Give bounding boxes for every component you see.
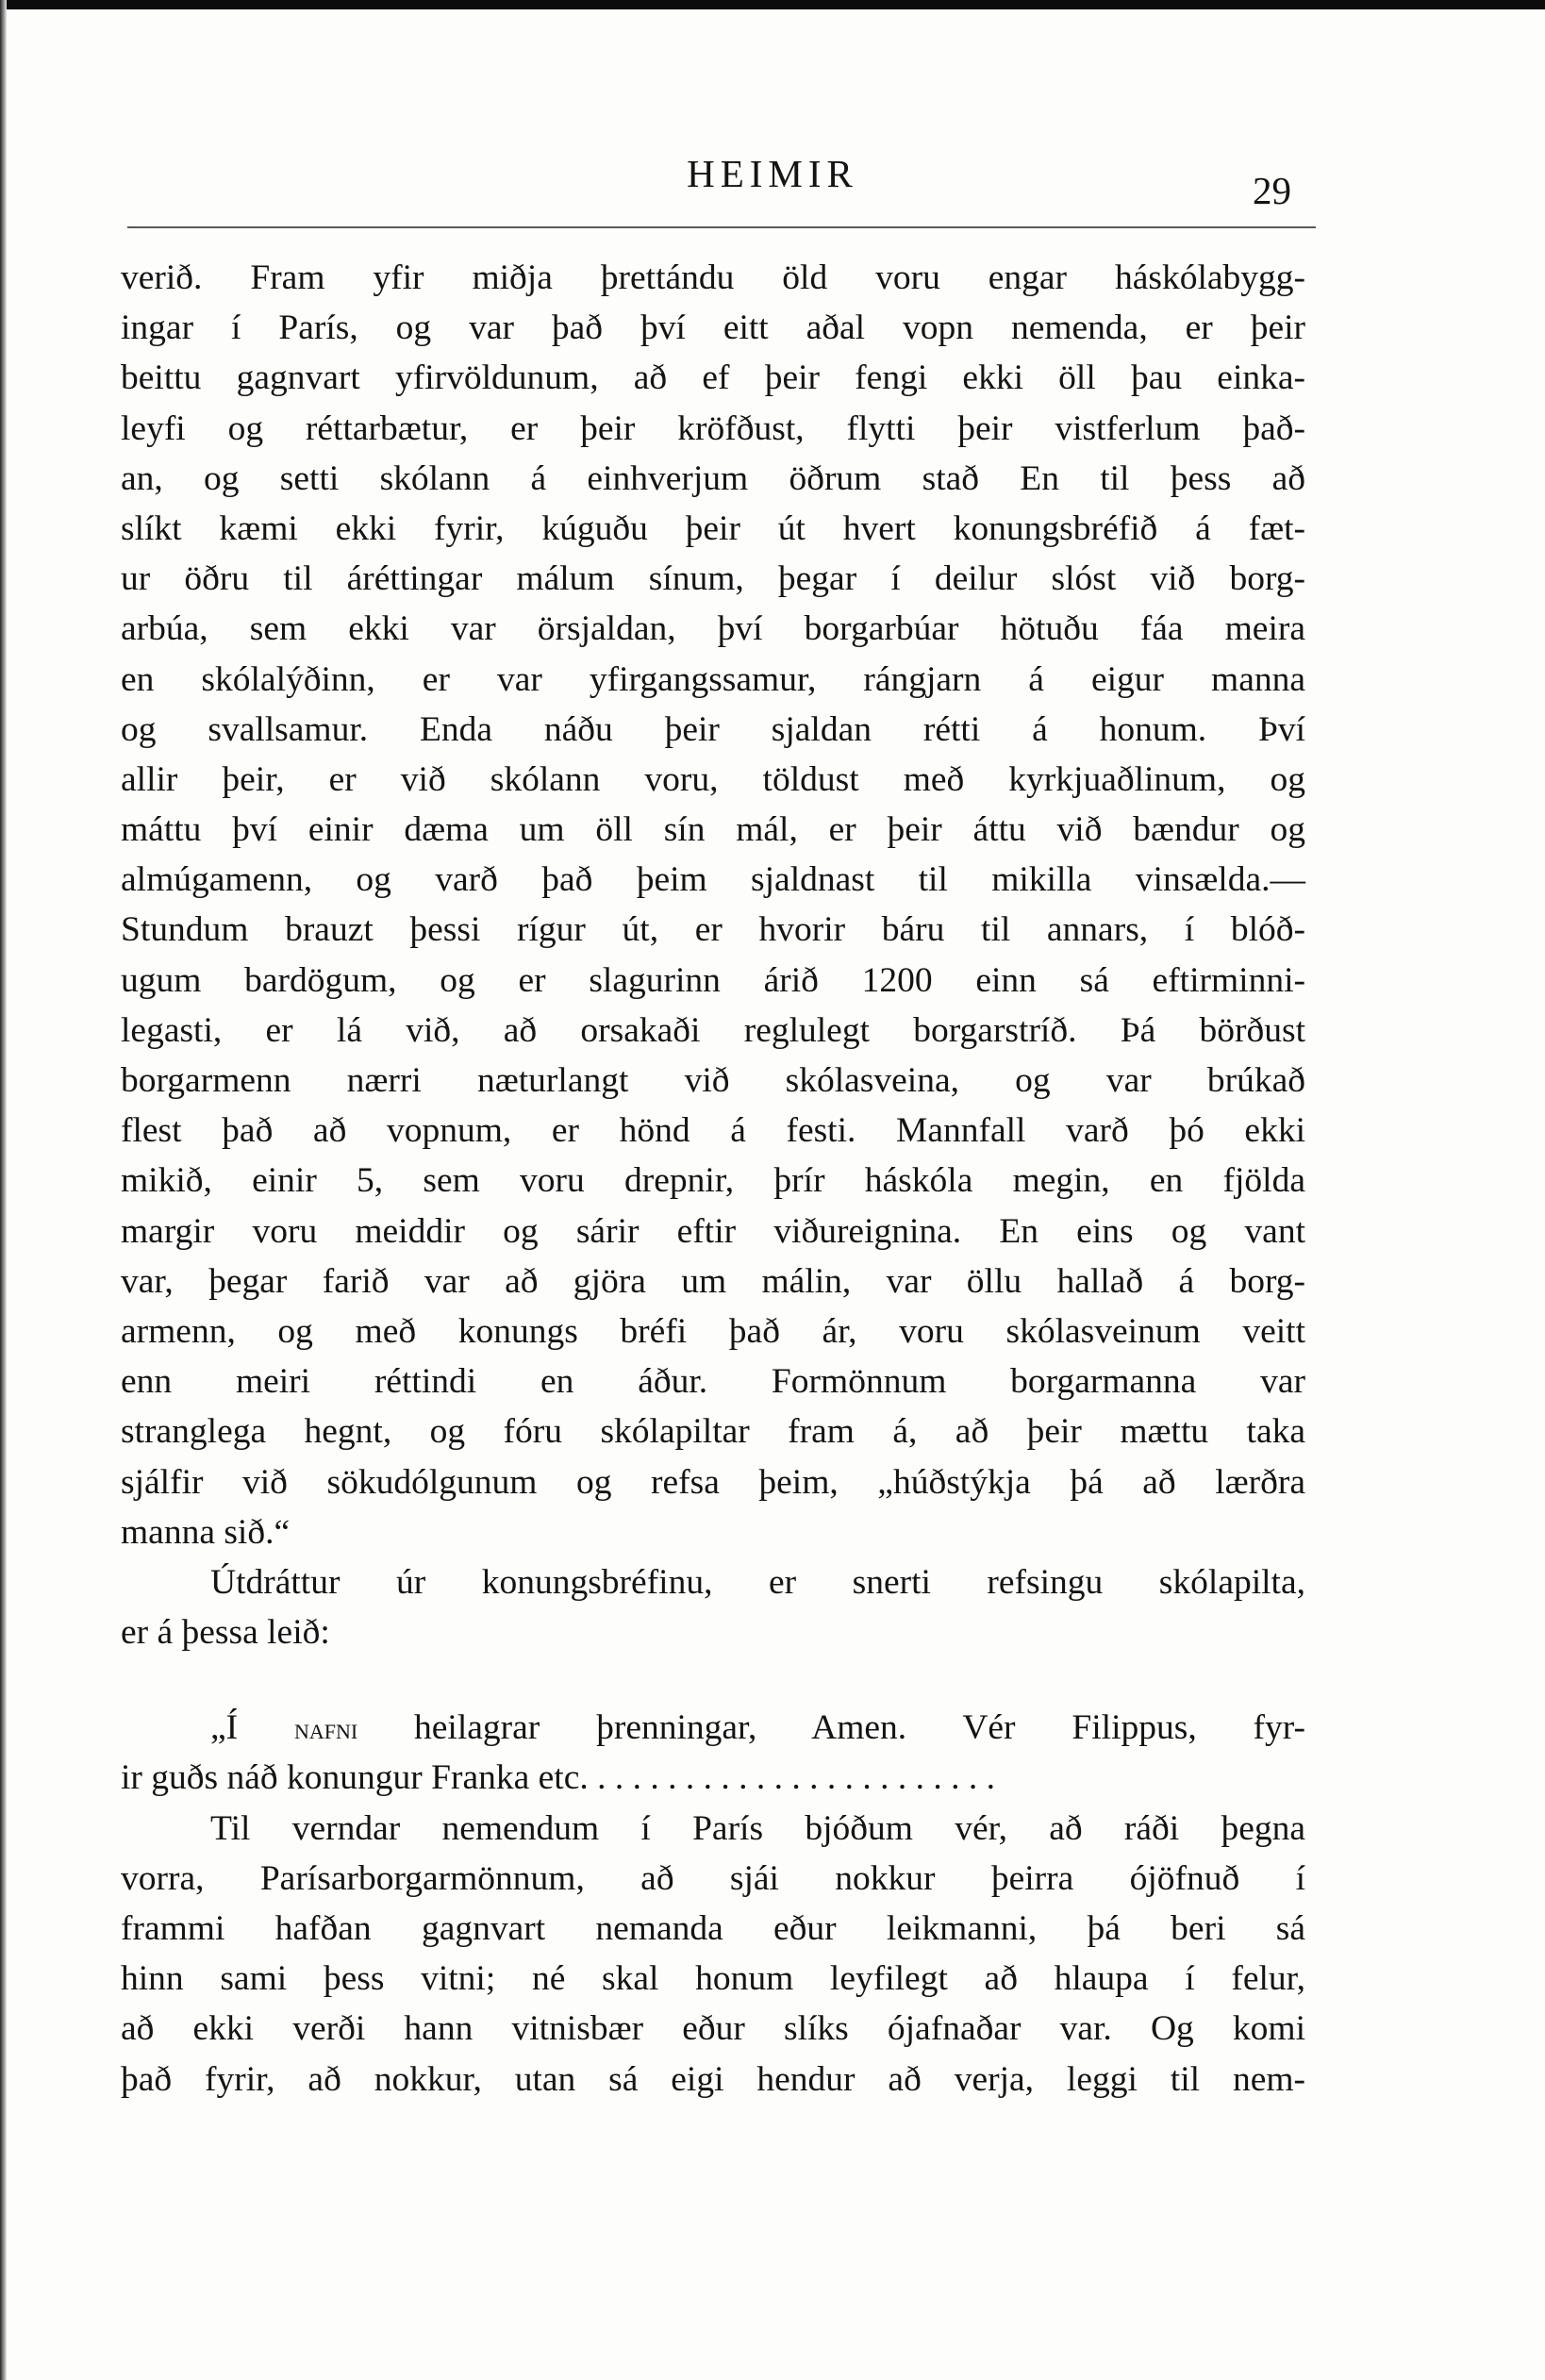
text-line: og svallsamur. Enda náðu þeir sjaldan rétti á honum. Því [121, 709, 1305, 749]
text-line: ugum bardögum, og er slagurinn árið 1200 einn sá eftirminni- [121, 960, 1305, 1000]
text-line: allir þeir, er við skólann voru, töldust með kyrkjuaðlinum, og [121, 759, 1305, 799]
text-line: mikið, einir 5, sem voru drepnir, þrír háskóla megin, en fjölda [121, 1161, 1305, 1201]
paragraph-4 [121, 1804, 1305, 2105]
text-line: vorra, Parísarborgarmönnum, að sjái nokkur þeirra ójöfnuð í [121, 1858, 1305, 1898]
running-title: HEIMIR [687, 152, 858, 195]
text-line: Til verndar nemendum í París bjóðum vér, að ráði þegna [210, 1808, 1305, 1848]
text-line: flest það að vopnum, er hönd á festi. Mannfall varð þó ekki [121, 1111, 1305, 1151]
header-rule [127, 226, 1316, 228]
text-line: verið. Fram yfir miðja þrettándu öld voru engar háskólabygg- [121, 258, 1305, 297]
royal-letter-opening [121, 1703, 1305, 1803]
small-caps-word: nafni [293, 1713, 358, 1746]
text-line: ir guðs náð konungur Franka etc. . . . . . . . . . . . . . . . . . . . . . . . [121, 1758, 995, 1798]
paragraph-2 [121, 1557, 1305, 1657]
text-line: er á þessa leið: [121, 1613, 330, 1653]
quote-open: „Í [210, 1708, 239, 1748]
text-line: að ekki verði hann vitnisbær eður slíks ójafnaðar var. Og komi [121, 2009, 1305, 2049]
text-line: an, og setti skólann á einhverjum öðrum stað En til þess að [121, 458, 1305, 498]
text-line: armenn, og með konungs bréfi það ár, voru skólasveinum veitt [121, 1311, 1305, 1351]
text-line: beittu gagnvart yfirvöldunum, að ef þeir fengi ekki öll þau einka- [121, 358, 1305, 398]
text-line: stranglega hegnt, og fóru skólapiltar fram á, að þeir mættu taka [121, 1412, 1305, 1452]
text-line: var, þegar farið var að gjöra um málin, var öllu hallað á borg- [121, 1261, 1305, 1301]
paragraph-spacer [121, 1657, 1305, 1703]
text-line: manna sið.“ [121, 1512, 291, 1552]
text-line: borgarmenn nærri næturlangt við skólasveina, og var brúkað [121, 1061, 1305, 1100]
text-line: það fyrir, að nokkur, utan sá eigi hendur að verja, leggi til nem- [121, 2059, 1305, 2099]
body-text [121, 253, 1305, 2105]
text-line: margir voru meiddir og sárir eftir viðureignina. En eins og vant [121, 1211, 1305, 1251]
text-line: hinn sami þess vitni; né skal honum leyfilegt að hlaupa í felur, [121, 1959, 1305, 1999]
text-line: sjálfir við sökudólgunum og refsa þeim, „húðstýkja þá að lærðra [121, 1462, 1305, 1502]
text-line: frammi hafðan gagnvart nemanda eður leikmanni, þá beri sá [121, 1909, 1305, 1948]
text-line: en skólalýðinn, er var yfirgangssamur, rángjarn á eigur manna [121, 659, 1305, 699]
text-line: ur öðru til áréttingar málum sínum, þegar í deilur slóst við borg- [121, 559, 1305, 599]
text-line [121, 1703, 1305, 1753]
scan-left-edge [0, 0, 7, 2380]
text-line: ingar í París, og var það því eitt aðal vopn nemenda, er þeir [121, 308, 1305, 348]
scan-top-border [0, 0, 1545, 9]
text-line: Útdráttur úr konungsbréfinu, er snerti refsingu skólapilta, [210, 1562, 1305, 1602]
text-line: arbúa, sem ekki var örsjaldan, því borgarbúar hötuðu fáa meira [121, 609, 1305, 649]
line-rest: heilagrar þrenningar, Amen. Vér Filippus, fyr- [414, 1708, 1305, 1748]
paragraph-1 [121, 253, 1305, 1557]
text-line: legasti, er lá við, að orsakaði reglulegt borgarstríð. Þá börðust [121, 1010, 1305, 1050]
page-number: 29 [1253, 169, 1291, 212]
text-line: almúgamenn, og varð það þeim sjaldnast til mikilla vinsælda.— [121, 860, 1305, 900]
text-line: enn meiri réttindi en áður. Formönnum borgarmanna var [121, 1362, 1305, 1402]
text-line: slíkt kæmi ekki fyrir, kúguðu þeir út hvert konungsbréfið á fæt- [121, 508, 1305, 548]
text-line: leyfi og réttarbætur, er þeir kröfðust, flytti þeir vistferlum það- [121, 408, 1305, 448]
text-line: máttu því einir dæma um öll sín mál, er þeir áttu við bændur og [121, 810, 1305, 850]
text-line: Stundum brauzt þessi rígur út, er hvorir báru til annars, í blóð- [121, 910, 1305, 950]
